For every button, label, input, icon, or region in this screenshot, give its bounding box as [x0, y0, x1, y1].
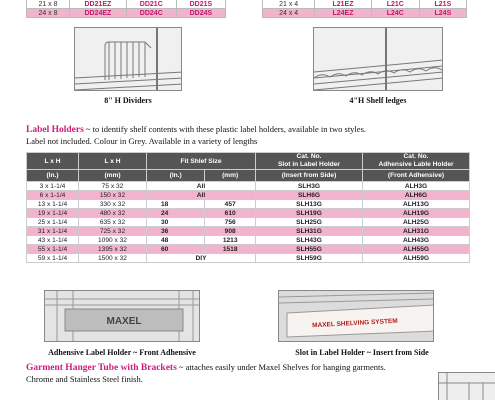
table-row [27, 200, 470, 209]
table-cell: SLH59G [256, 254, 363, 263]
header-fit-size: Fit Shlef Size [147, 153, 256, 170]
garment-section [26, 362, 426, 385]
divider-cat-cell: DD24EZ [69, 9, 126, 18]
table-cell: ALH59G [363, 254, 470, 263]
table-cell: 1395 x 32 [79, 245, 147, 254]
ledge-cat-cell: L21S [419, 0, 466, 9]
table-row [27, 191, 470, 200]
table-cell: 30 [147, 218, 205, 227]
garment-desc-1: ~ attaches easily under Maxel Shelves for hanging garments. [176, 362, 386, 372]
label-holders-title: Label Holders [26, 125, 84, 135]
maxel-sign-text: MAXEL [106, 316, 142, 327]
table-row [27, 182, 470, 191]
header-cat-slot-sub2: (Insert from Side) [256, 170, 363, 182]
divider-cat-cell: DD21S [176, 0, 225, 9]
table-cell: 908 [205, 227, 256, 236]
table-cell: 480 x 32 [79, 209, 147, 218]
table-cell: 19 x 1-1/4 [27, 209, 79, 218]
garment-illustration [439, 373, 495, 400]
table-cell: SLH3G [256, 182, 363, 191]
divider-cat-row [27, 0, 226, 9]
label-holders-section [26, 124, 486, 147]
header-lxh-in: L x H [27, 153, 79, 170]
table-cell: SLH43G [256, 236, 363, 245]
ledge-cat-row [263, 0, 467, 9]
garment-photo [438, 372, 495, 400]
ledge-cat-row [263, 9, 467, 18]
table-row [27, 209, 470, 218]
table-cell: SLH55G [256, 245, 363, 254]
divider-cat-cell: 21 x 8 [27, 0, 70, 9]
table-cell: 330 x 32 [79, 200, 147, 209]
table-cell: 610 [205, 209, 256, 218]
table-row [27, 254, 470, 263]
ledge-cat-cell: L21C [371, 0, 419, 9]
table-row [27, 227, 470, 236]
table-cell: ALH55G [363, 245, 470, 254]
dividers-illustration [75, 28, 182, 91]
header-cat-adh-sub2: (Front Adhensive) [363, 170, 470, 182]
table-cell: ALH3G [363, 182, 470, 191]
table-cell: 55 x 1-1/4 [27, 245, 79, 254]
slot-holder-illustration [279, 291, 434, 342]
table-cell: 13 x 1-1/4 [27, 200, 79, 209]
table-row [27, 236, 470, 245]
ledge-cat-cell: L24EZ [315, 9, 371, 18]
table-cell: ALH13G [363, 200, 470, 209]
table-cell: 1500 x 32 [79, 254, 147, 263]
header-fit-mm: (mm) [205, 170, 256, 182]
header-cat-slot-sub1: Slot in Label Holder [278, 161, 340, 168]
divider-cat-cell: DD24S [176, 9, 225, 18]
ledge-cat-cell: 21 x 4 [263, 0, 315, 9]
divider-cat-cell: DD21C [126, 0, 176, 9]
table-cell: ALH19G [363, 209, 470, 218]
ledge-cat-cell: 24 x 4 [263, 9, 315, 18]
adhesive-holder-illustration [45, 291, 200, 342]
ledge-cat-table [262, 0, 467, 18]
ledge-cat-cell: L21EZ [315, 0, 371, 9]
table-cell: 1090 x 32 [79, 236, 147, 245]
table-cell: 150 x 32 [79, 191, 147, 200]
garment-title: Garment Hanger Tube with Brackets [26, 363, 177, 373]
divider-cat-cell: 24 x 8 [27, 9, 70, 18]
label-holders-desc-2: Label not included. Colour in Grey. Available in a variety of lengths [26, 136, 258, 146]
header-cat-adh-sub1: Adhensive Lable Holder [378, 161, 454, 168]
table-cell: ALH25G [363, 218, 470, 227]
table-cell: 60 [147, 245, 205, 254]
header-in: (In.) [27, 170, 79, 182]
table-cell: 756 [205, 218, 256, 227]
dividers-photo [74, 27, 182, 91]
table-cell: 18 [147, 200, 205, 209]
label-holders-desc-1: ~ to identify shelf contents with these plastic label holders, available in two styles. [83, 124, 366, 134]
table-row [27, 245, 470, 254]
table-cell: 75 x 32 [79, 182, 147, 191]
ledges-caption: 4"H Shelf ledges [349, 96, 407, 105]
table-row [27, 218, 470, 227]
table-cell: 48 [147, 236, 205, 245]
table-cell: SLH6G [256, 191, 363, 200]
table-cell: 3 x 1-1/4 [27, 182, 79, 191]
table-cell: 457 [205, 200, 256, 209]
adhesive-caption: Adhensive Label Holder ~ Front Adhensive [48, 348, 196, 357]
table-cell: 36 [147, 227, 205, 236]
ledge-cat-cell: L24C [371, 9, 419, 18]
table-cell: 635 x 32 [79, 218, 147, 227]
table-cell: DIY [147, 254, 256, 263]
divider-cat-cell: DD21EZ [69, 0, 126, 9]
table-cell: ALH31G [363, 227, 470, 236]
table-cell: SLH25G [256, 218, 363, 227]
slot-caption: Slot in Label Holder ~ Insert from Side [295, 348, 429, 357]
slot-holder-photo [278, 290, 434, 342]
table-cell: SLH19G [256, 209, 363, 218]
ledge-cat-cell: L24S [419, 9, 466, 18]
table-cell: 25 x 1-1/4 [27, 218, 79, 227]
header-fit-in: (In.) [147, 170, 205, 182]
table-cell: 725 x 32 [79, 227, 147, 236]
adhesive-holder-photo [44, 290, 200, 342]
ledges-photo [313, 27, 443, 91]
header-cat-adh-label: Cat. No. [403, 153, 429, 160]
table-cell: 6 x 1-1/4 [27, 191, 79, 200]
table-cell: SLH31G [256, 227, 363, 236]
table-cell: ALH43G [363, 236, 470, 245]
label-holder-table [26, 152, 470, 263]
table-cell: ALH6G [363, 191, 470, 200]
header-cat-adh [363, 153, 470, 170]
table-cell: All [147, 182, 256, 191]
table-cell: 1518 [205, 245, 256, 254]
divider-cat-row [27, 9, 226, 18]
header-lxh-mm: L x H [79, 153, 147, 170]
header-cat-slot-label: Cat. No. [296, 153, 322, 160]
table-cell: SLH13G [256, 200, 363, 209]
table-cell: 1213 [205, 236, 256, 245]
header-mm: (mm) [79, 170, 147, 182]
table-cell: 24 [147, 209, 205, 218]
header-cat-slot [256, 153, 363, 170]
table-cell: All [147, 191, 256, 200]
table-cell: 31 x 1-1/4 [27, 227, 79, 236]
dividers-caption: 8" H Dividers [104, 96, 152, 105]
ledges-illustration [314, 28, 443, 91]
garment-desc-2: Chrome and Stainless Steel finish. [26, 374, 143, 384]
divider-cat-cell: DD24C [126, 9, 176, 18]
table-cell: 59 x 1-1/4 [27, 254, 79, 263]
table-cell: 43 x 1-1/4 [27, 236, 79, 245]
divider-cat-table [26, 0, 226, 18]
shelving-label-text: MAXEL SHELVING SYSTEM [311, 317, 398, 330]
